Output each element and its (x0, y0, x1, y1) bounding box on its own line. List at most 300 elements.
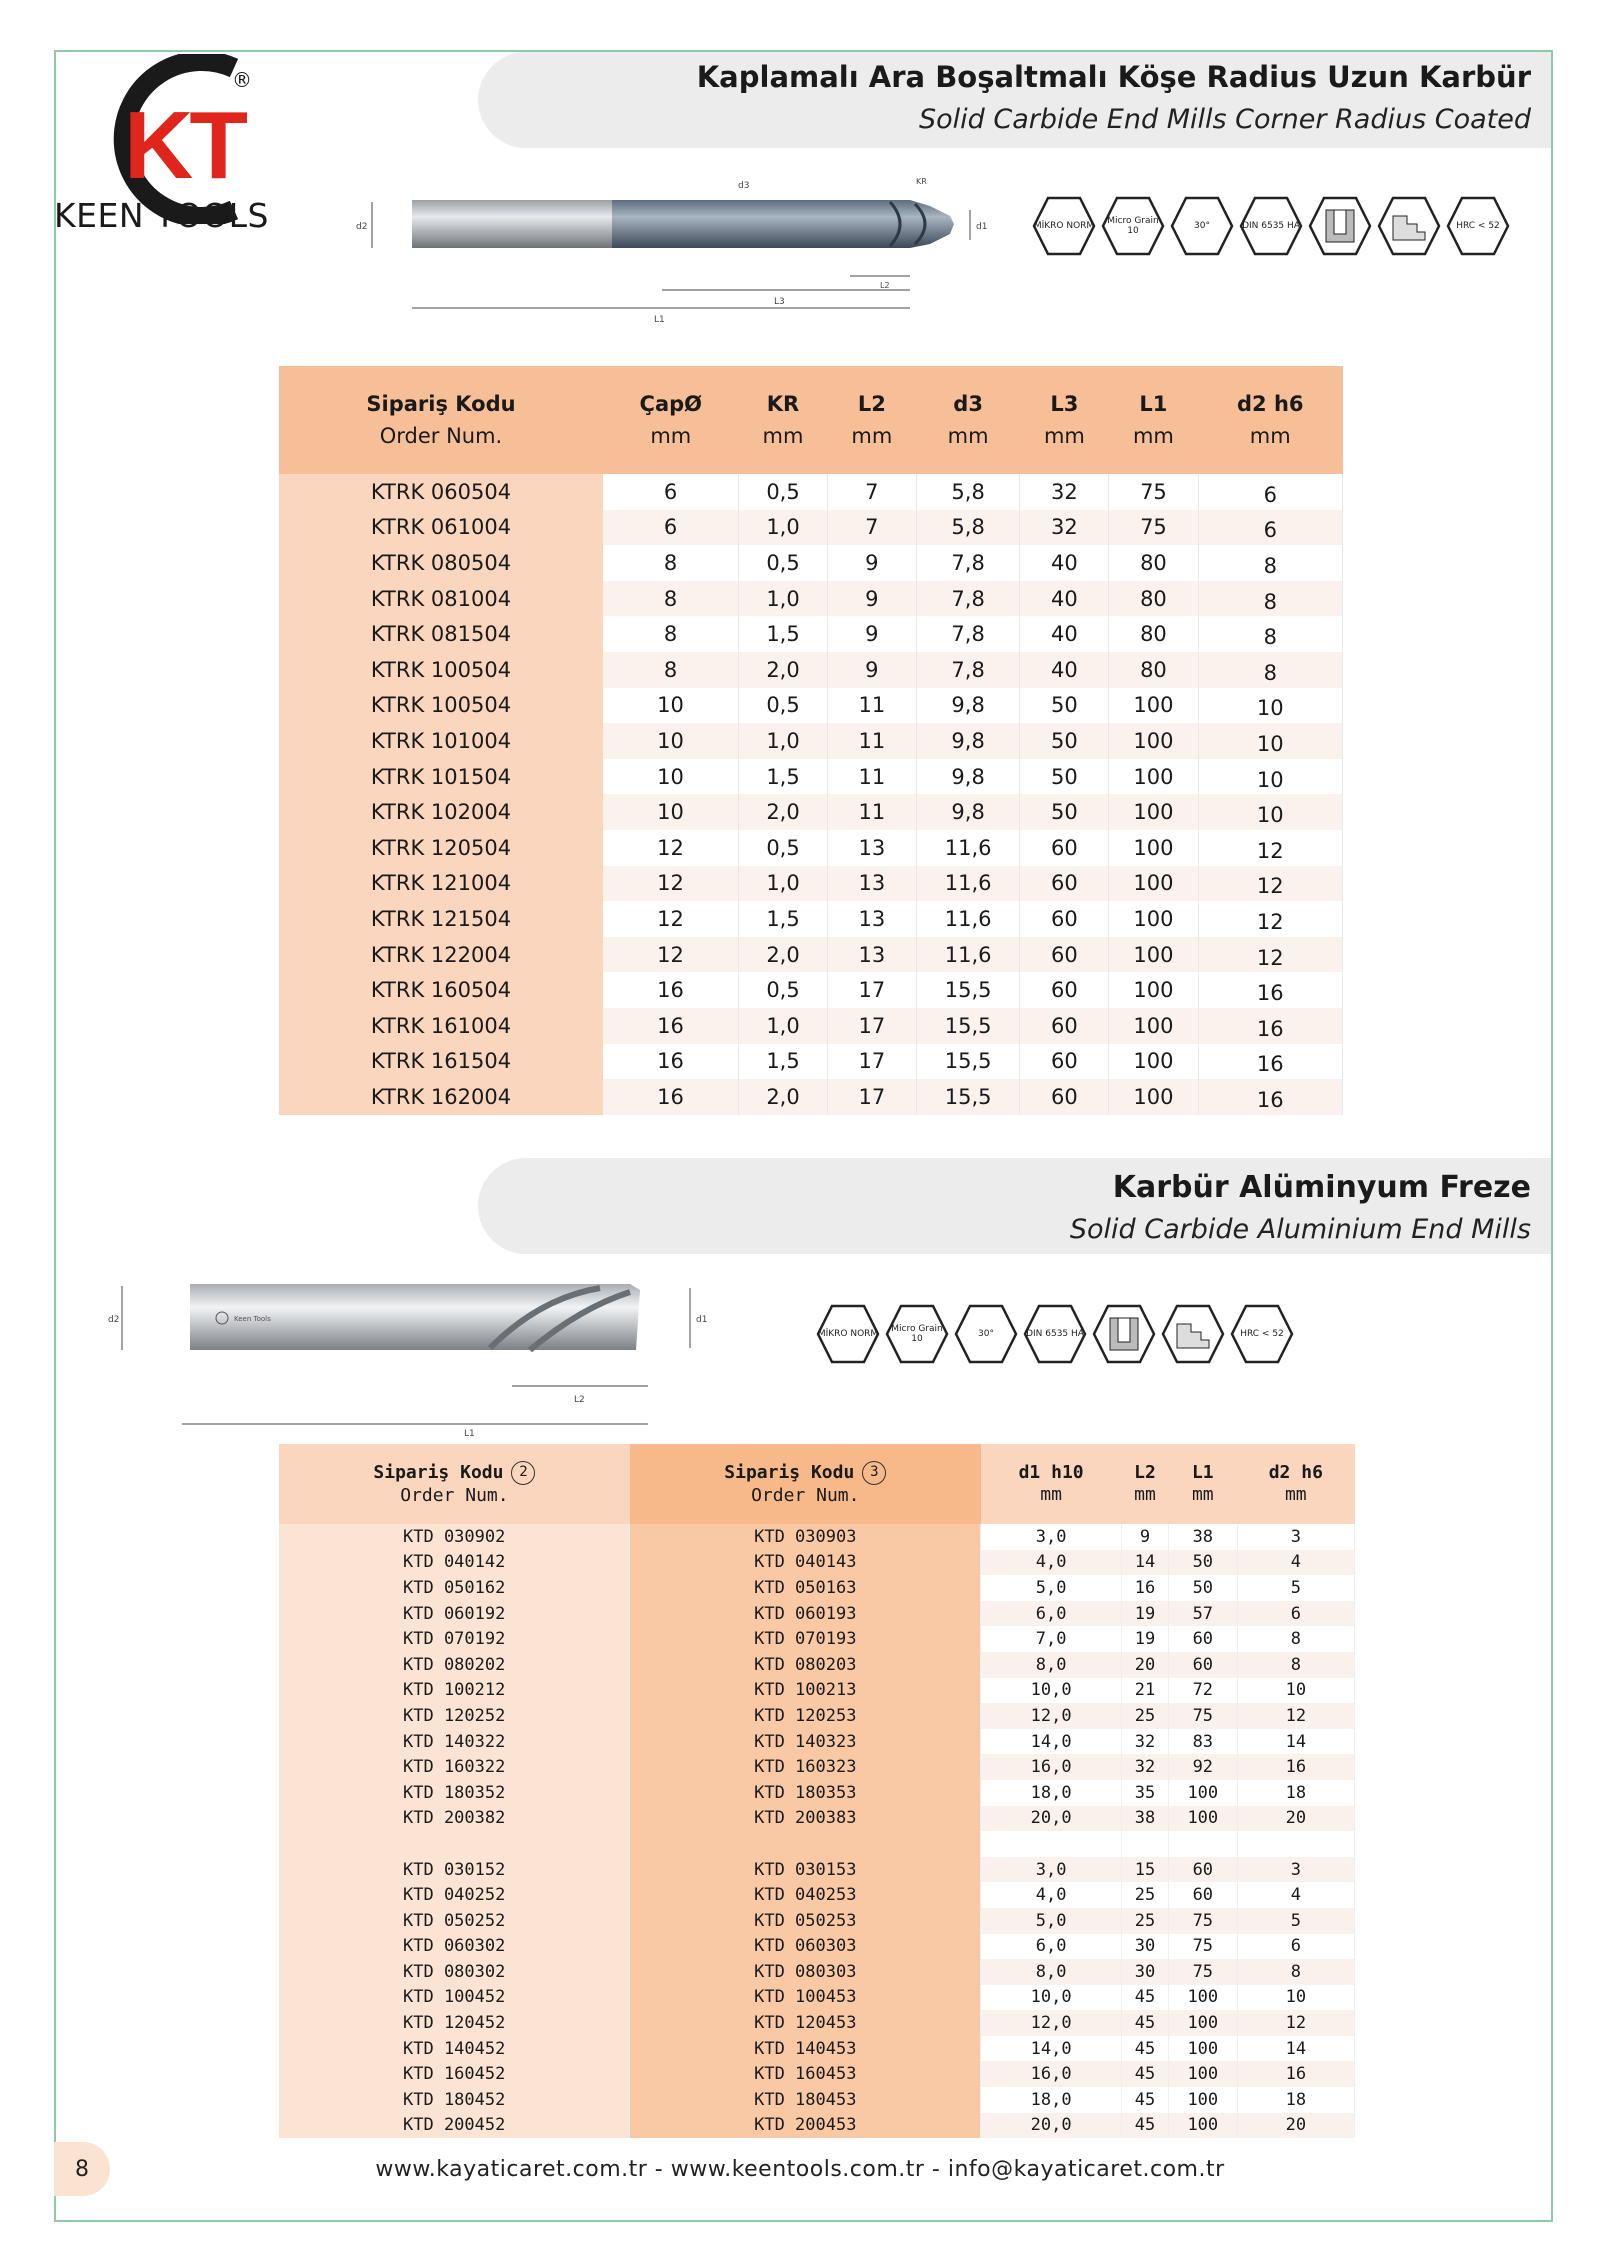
value-cell: 100 (1168, 2036, 1237, 2062)
value-cell: 32 (1020, 474, 1109, 510)
value-cell: 10 (1237, 1678, 1354, 1704)
value-cell: 8 (1237, 1959, 1354, 1985)
order-code-cell: KTD 030152 (279, 1857, 630, 1883)
value-cell: 12 (603, 830, 739, 866)
value-cell: 8 (1198, 616, 1342, 652)
value-cell: 3 (1237, 1524, 1354, 1550)
value-cell: 1,0 (739, 1008, 828, 1044)
value-cell: 6,0 (981, 1601, 1122, 1627)
table-row (279, 2061, 1355, 2087)
header-bottom: mm (1284, 1484, 1307, 1505)
mikro-norm-icon (1032, 196, 1096, 256)
header-bottom: mm (1191, 1484, 1214, 1505)
value-cell: 6 (603, 474, 739, 510)
value-cell: 8 (1198, 545, 1342, 581)
micro-grain-icon (885, 1304, 949, 1364)
hrc-icon (1230, 1304, 1294, 1364)
value-cell: 10 (1198, 723, 1342, 759)
table-row (279, 1575, 1355, 1601)
table-row (279, 545, 1343, 581)
value-cell: 75 (1168, 1703, 1237, 1729)
table-row (279, 2010, 1355, 2036)
table-row (279, 581, 1343, 617)
value-cell: 75 (1109, 474, 1198, 510)
value-cell: 5 (1237, 1575, 1354, 1601)
value-cell: 2,0 (739, 652, 828, 688)
value-cell: 8 (1237, 1626, 1354, 1652)
table-row (279, 1044, 1343, 1080)
value-cell: 16 (603, 1044, 739, 1080)
table-row (279, 474, 1343, 510)
table-row (279, 723, 1343, 759)
value-cell: 45 (1122, 2036, 1169, 2062)
value-cell: 8 (1198, 581, 1342, 617)
value-cell: 9 (827, 652, 916, 688)
table-row (279, 1703, 1355, 1729)
table-row (279, 972, 1343, 1008)
table-row (279, 1678, 1355, 1704)
order-code-cell: KTD 120253 (630, 1703, 981, 1729)
table-row (279, 1934, 1355, 1960)
order-code-cell: KTRK 161004 (279, 1008, 603, 1044)
value-cell: 16,0 (981, 2061, 1122, 2087)
shank-mark-label: Keen Tools (234, 1315, 271, 1323)
table-row (279, 1908, 1355, 1934)
value-cell: 15,5 (916, 972, 1020, 1008)
value-cell: 75 (1168, 1934, 1237, 1960)
value-cell: 15,5 (916, 1079, 1020, 1115)
value-cell: 32 (1020, 510, 1109, 546)
value-cell: 20,0 (981, 2113, 1122, 2139)
order-code-cell: KTRK 102004 (279, 794, 603, 830)
header-cell (1168, 1444, 1237, 1524)
value-cell: 40 (1020, 545, 1109, 581)
value-cell: 13 (827, 901, 916, 937)
header-bottom: mm (1249, 424, 1291, 448)
value-cell: 60 (1020, 1044, 1109, 1080)
value-cell: 14,0 (981, 1729, 1122, 1755)
value-cell: 25 (1122, 1703, 1169, 1729)
value-cell: 6 (1237, 1601, 1354, 1627)
empty-cell (981, 1831, 1122, 1857)
header-top: L2 (1134, 1462, 1156, 1483)
value-cell: 12,0 (981, 1703, 1122, 1729)
order-code-cell: KTRK 122004 (279, 937, 603, 973)
value-cell: 17 (827, 972, 916, 1008)
order-code-cell: KTD 200383 (630, 1806, 981, 1832)
value-cell: 2,0 (739, 794, 828, 830)
table-row (279, 866, 1343, 902)
order-code-cell: KTD 180352 (279, 1780, 630, 1806)
order-code-cell: KTRK 080504 (279, 545, 603, 581)
icon-label: 30° (1194, 221, 1210, 231)
header-cell (1198, 366, 1342, 474)
order-code-cell: KTD 070192 (279, 1626, 630, 1652)
table-row (279, 759, 1343, 795)
icon-label (1161, 1304, 1225, 1364)
value-cell: 19 (1122, 1626, 1169, 1652)
header-cell (916, 366, 1020, 474)
order-code-cell: KTD 070193 (630, 1626, 981, 1652)
value-cell: 30 (1122, 1959, 1169, 1985)
order-code-cell: KTD 100452 (279, 1985, 630, 2011)
order-code-cell: KTD 060302 (279, 1934, 630, 1960)
value-cell: 9,8 (916, 688, 1020, 724)
header-cell (739, 366, 828, 474)
value-cell: 4 (1237, 1882, 1354, 1908)
value-cell: 7,8 (916, 652, 1020, 688)
value-cell: 0,5 (739, 972, 828, 1008)
value-cell: 15 (1122, 1857, 1169, 1883)
value-cell: 0,5 (739, 688, 828, 724)
value-cell: 10 (1198, 759, 1342, 795)
order-code-cell: KTD 160323 (630, 1754, 981, 1780)
value-cell: 14,0 (981, 2036, 1122, 2062)
value-cell: 7 (827, 474, 916, 510)
order-code-cell: KTD 050162 (279, 1575, 630, 1601)
header-cell (279, 1444, 630, 1524)
header-top: d2 h6 (1237, 392, 1304, 416)
order-code-cell: KTD 140322 (279, 1729, 630, 1755)
value-cell: 60 (1020, 1008, 1109, 1044)
header-bottom: mm (1132, 424, 1174, 448)
empty-cell (1122, 1831, 1169, 1857)
value-cell: 0,5 (739, 830, 828, 866)
table-row (279, 901, 1343, 937)
value-cell: 16 (603, 972, 739, 1008)
value-cell: 40 (1020, 652, 1109, 688)
header-top: ÇapØ (639, 392, 703, 416)
value-cell: 13 (827, 830, 916, 866)
value-cell: 45 (1122, 2061, 1169, 2087)
value-cell: 10 (603, 794, 739, 830)
value-cell: 30 (1122, 1934, 1169, 1960)
flute-count-badge: 2 (511, 1461, 535, 1485)
value-cell: 1,0 (739, 723, 828, 759)
value-cell: 9,8 (916, 723, 1020, 759)
header-top: d1 h10 (1018, 1462, 1084, 1483)
value-cell: 12 (1237, 2010, 1354, 2036)
d2-label: d2 (108, 1315, 120, 1325)
value-cell: 6 (1198, 474, 1342, 510)
value-cell: 100 (1168, 1985, 1237, 2011)
value-cell: 100 (1109, 972, 1198, 1008)
order-code-cell: KTRK 081504 (279, 616, 603, 652)
value-cell: 4 (1237, 1550, 1354, 1576)
header-top: L1 (1139, 392, 1168, 416)
value-cell: 57 (1168, 1601, 1237, 1627)
order-code-cell: KTD 080203 (630, 1652, 981, 1678)
value-cell: 60 (1168, 1652, 1237, 1678)
value-cell: 4,0 (981, 1882, 1122, 1908)
step-milling-icon (1161, 1304, 1225, 1364)
value-cell: 10,0 (981, 1678, 1122, 1704)
header-bottom: Order Num. (751, 1485, 860, 1506)
empty-cell (1237, 1831, 1354, 1857)
value-cell: 4,0 (981, 1550, 1122, 1576)
order-code-cell: KTD 080302 (279, 1959, 630, 1985)
table-row (279, 1806, 1355, 1832)
value-cell: 60 (1020, 901, 1109, 937)
table-row (279, 794, 1343, 830)
section1-tool-drawing (350, 172, 990, 332)
value-cell: 38 (1122, 1806, 1169, 1832)
value-cell: 8 (603, 652, 739, 688)
value-cell: 16 (603, 1008, 739, 1044)
order-code-cell: KTD 140323 (630, 1729, 981, 1755)
value-cell: 11,6 (916, 830, 1020, 866)
value-cell: 80 (1109, 545, 1198, 581)
header-bottom: mm (1134, 1484, 1156, 1505)
header-bottom: mm (1043, 424, 1085, 448)
table-row (279, 1008, 1343, 1044)
order-code-cell: KTD 030153 (630, 1857, 981, 1883)
value-cell: 0,5 (739, 474, 828, 510)
value-cell: 0,5 (739, 545, 828, 581)
header-top: Sipariş Kodu (366, 392, 516, 416)
header-top: d2 h6 (1268, 1462, 1323, 1483)
l2-label: L2 (880, 281, 890, 290)
value-cell: 60 (1020, 866, 1109, 902)
header-cell (279, 366, 603, 474)
table-row (279, 1780, 1355, 1806)
din-6535-icon (1239, 196, 1303, 256)
order-code-cell: KTD 060193 (630, 1601, 981, 1627)
order-code-cell: KTRK 061004 (279, 510, 603, 546)
header-cell (603, 366, 739, 474)
value-cell: 12 (1198, 901, 1342, 937)
value-cell: 8,0 (981, 1959, 1122, 1985)
value-cell: 18,0 (981, 2087, 1122, 2113)
header-cell (827, 366, 916, 474)
step-milling-icon (1377, 196, 1441, 256)
value-cell: 11,6 (916, 937, 1020, 973)
brand-name: KEEN TOOLS (54, 196, 269, 235)
value-cell: 9 (1122, 1524, 1169, 1550)
icon-label: Micro Grain 10 (1107, 216, 1159, 236)
icon-label: HRC < 52 (1456, 221, 1500, 231)
table-row (279, 616, 1343, 652)
value-cell: 40 (1020, 581, 1109, 617)
value-cell: 2,0 (739, 1079, 828, 1115)
table-row (279, 1882, 1355, 1908)
value-cell: 8 (1198, 652, 1342, 688)
value-cell: 100 (1168, 1806, 1237, 1832)
table-row (279, 2036, 1355, 2062)
table-row (279, 510, 1343, 546)
value-cell: 80 (1109, 652, 1198, 688)
value-cell: 1,5 (739, 901, 828, 937)
header-top: L2 (857, 392, 886, 416)
value-cell: 75 (1168, 1959, 1237, 1985)
l1-label: L1 (654, 315, 665, 325)
order-code-cell: KTRK 060504 (279, 474, 603, 510)
header-bottom: mm (762, 424, 804, 448)
section2-banner (478, 1158, 1551, 1254)
order-code-cell: KTD 200453 (630, 2113, 981, 2139)
table-row (279, 2113, 1355, 2139)
value-cell: 7,0 (981, 1626, 1122, 1652)
value-cell: 7,8 (916, 616, 1020, 652)
value-cell: 6 (1198, 510, 1342, 546)
value-cell: 5,0 (981, 1575, 1122, 1601)
section2-title: Karbür Alüminyum Freze (1112, 1170, 1531, 1205)
order-code-cell: KTD 180453 (630, 2087, 981, 2113)
value-cell: 60 (1168, 1626, 1237, 1652)
value-cell: 25 (1122, 1908, 1169, 1934)
value-cell: 100 (1109, 1079, 1198, 1115)
order-code-cell: KTRK 101504 (279, 759, 603, 795)
order-code-cell: KTD 160322 (279, 1754, 630, 1780)
value-cell: 100 (1109, 1044, 1198, 1080)
order-code-cell: KTRK 162004 (279, 1079, 603, 1115)
order-code-cell: KTD 200382 (279, 1806, 630, 1832)
order-code-cell: KTD 100212 (279, 1678, 630, 1704)
header-top: KR (766, 392, 800, 416)
table-row (279, 652, 1343, 688)
value-cell: 12 (603, 866, 739, 902)
d2-label: d2 (356, 222, 368, 232)
value-cell: 100 (1168, 2087, 1237, 2113)
order-code-cell: KTD 040142 (279, 1550, 630, 1576)
value-cell: 9 (827, 545, 916, 581)
angle-30-icon (954, 1304, 1018, 1364)
value-cell: 80 (1109, 581, 1198, 617)
value-cell: 12 (1198, 866, 1342, 902)
header-top: L3 (1050, 392, 1079, 416)
value-cell: 1,5 (739, 759, 828, 795)
order-code-cell: KTD 200452 (279, 2113, 630, 2139)
header-bottom: Order Num. (379, 424, 503, 448)
section2-subtitle: Solid Carbide Aluminium End Mills (1069, 1214, 1531, 1245)
value-cell: 40 (1020, 616, 1109, 652)
registered-mark: ® (232, 68, 252, 92)
value-cell: 45 (1122, 2087, 1169, 2113)
value-cell: 16 (1237, 2061, 1354, 2087)
order-code-cell: KTD 140453 (630, 2036, 981, 2062)
value-cell: 11 (827, 723, 916, 759)
header-top-line (279, 1461, 630, 1485)
angle-30-icon (1170, 196, 1234, 256)
value-cell: 9 (827, 616, 916, 652)
group-separator-row (279, 1831, 1355, 1857)
value-cell: 6 (1237, 1934, 1354, 1960)
value-cell: 1,0 (739, 510, 828, 546)
value-cell: 9,8 (916, 759, 1020, 795)
value-cell: 100 (1168, 1780, 1237, 1806)
page-number: 8 (54, 2142, 110, 2196)
header-top-line (1122, 1462, 1169, 1484)
header-cell (1020, 366, 1109, 474)
d1-label: d1 (696, 1315, 708, 1325)
header-cell (1122, 1444, 1169, 1524)
value-cell: 16 (1198, 1044, 1342, 1080)
value-cell: 45 (1122, 2010, 1169, 2036)
table-row (279, 2087, 1355, 2113)
value-cell: 15,5 (916, 1008, 1020, 1044)
value-cell: 1,0 (739, 866, 828, 902)
icon-label: DIN 6535 HA (1026, 1329, 1084, 1339)
value-cell: 38 (1168, 1524, 1237, 1550)
value-cell: 1,5 (739, 1044, 828, 1080)
value-cell: 92 (1168, 1754, 1237, 1780)
value-cell: 75 (1109, 510, 1198, 546)
value-cell: 100 (1168, 2061, 1237, 2087)
value-cell: 16 (1122, 1575, 1169, 1601)
value-cell: 32 (1122, 1754, 1169, 1780)
table-row (279, 1959, 1355, 1985)
order-code-cell: KTRK 101004 (279, 723, 603, 759)
value-cell: 10 (603, 688, 739, 724)
value-cell: 20,0 (981, 1806, 1122, 1832)
l3-label: L3 (774, 297, 785, 307)
slot-milling-icon (1308, 196, 1372, 256)
empty-cell (279, 1831, 630, 1857)
order-code-cell: KTD 100213 (630, 1678, 981, 1704)
value-cell: 8 (603, 616, 739, 652)
value-cell: 11 (827, 794, 916, 830)
order-code-cell: KTD 030902 (279, 1524, 630, 1550)
value-cell: 20 (1122, 1652, 1169, 1678)
value-cell: 100 (1109, 688, 1198, 724)
value-cell: 50 (1168, 1575, 1237, 1601)
header-bottom: mm (947, 424, 989, 448)
order-code-cell: KTD 180452 (279, 2087, 630, 2113)
value-cell: 11 (827, 688, 916, 724)
header-cell (1237, 1444, 1354, 1524)
value-cell: 5,0 (981, 1908, 1122, 1934)
section1-banner (478, 52, 1551, 148)
order-code-cell: KTD 050252 (279, 1908, 630, 1934)
empty-cell (1168, 1831, 1237, 1857)
order-code-cell: KTD 040252 (279, 1882, 630, 1908)
order-code-cell: KTD 080202 (279, 1652, 630, 1678)
value-cell: 12 (603, 901, 739, 937)
flute-count-badge: 3 (862, 1461, 886, 1485)
value-cell: 19 (1122, 1601, 1169, 1627)
value-cell: 14 (1237, 1729, 1354, 1755)
table-row (279, 688, 1343, 724)
header-cell (981, 1444, 1122, 1524)
slot-milling-icon (1092, 1304, 1156, 1364)
value-cell: 11,6 (916, 901, 1020, 937)
section2-feature-icons (816, 1304, 1294, 1364)
header-top-line (981, 1462, 1122, 1484)
footer-contact: www.kayaticaret.com.tr - www.keentools.com.tr - info@kayaticaret.com.tr (375, 2157, 1225, 2182)
value-cell: 100 (1109, 830, 1198, 866)
value-cell: 12 (1198, 830, 1342, 866)
value-cell: 10 (603, 759, 739, 795)
order-code-cell: KTRK 120504 (279, 830, 603, 866)
value-cell: 50 (1020, 759, 1109, 795)
value-cell: 7 (827, 510, 916, 546)
table-row (279, 1550, 1355, 1576)
value-cell: 100 (1109, 937, 1198, 973)
value-cell: 72 (1168, 1678, 1237, 1704)
value-cell: 10,0 (981, 1985, 1122, 2011)
value-cell: 60 (1020, 830, 1109, 866)
section1-feature-icons (1032, 196, 1510, 256)
order-code-cell: KTD 140452 (279, 2036, 630, 2062)
value-cell: 8 (1237, 1652, 1354, 1678)
icon-label: DIN 6535 HA (1242, 221, 1300, 231)
micro-grain-icon (1101, 196, 1165, 256)
value-cell: 100 (1168, 2113, 1237, 2139)
icon-label (1377, 196, 1441, 256)
value-cell: 45 (1122, 2113, 1169, 2139)
value-cell: 50 (1020, 794, 1109, 830)
order-code-cell: KTD 120452 (279, 2010, 630, 2036)
